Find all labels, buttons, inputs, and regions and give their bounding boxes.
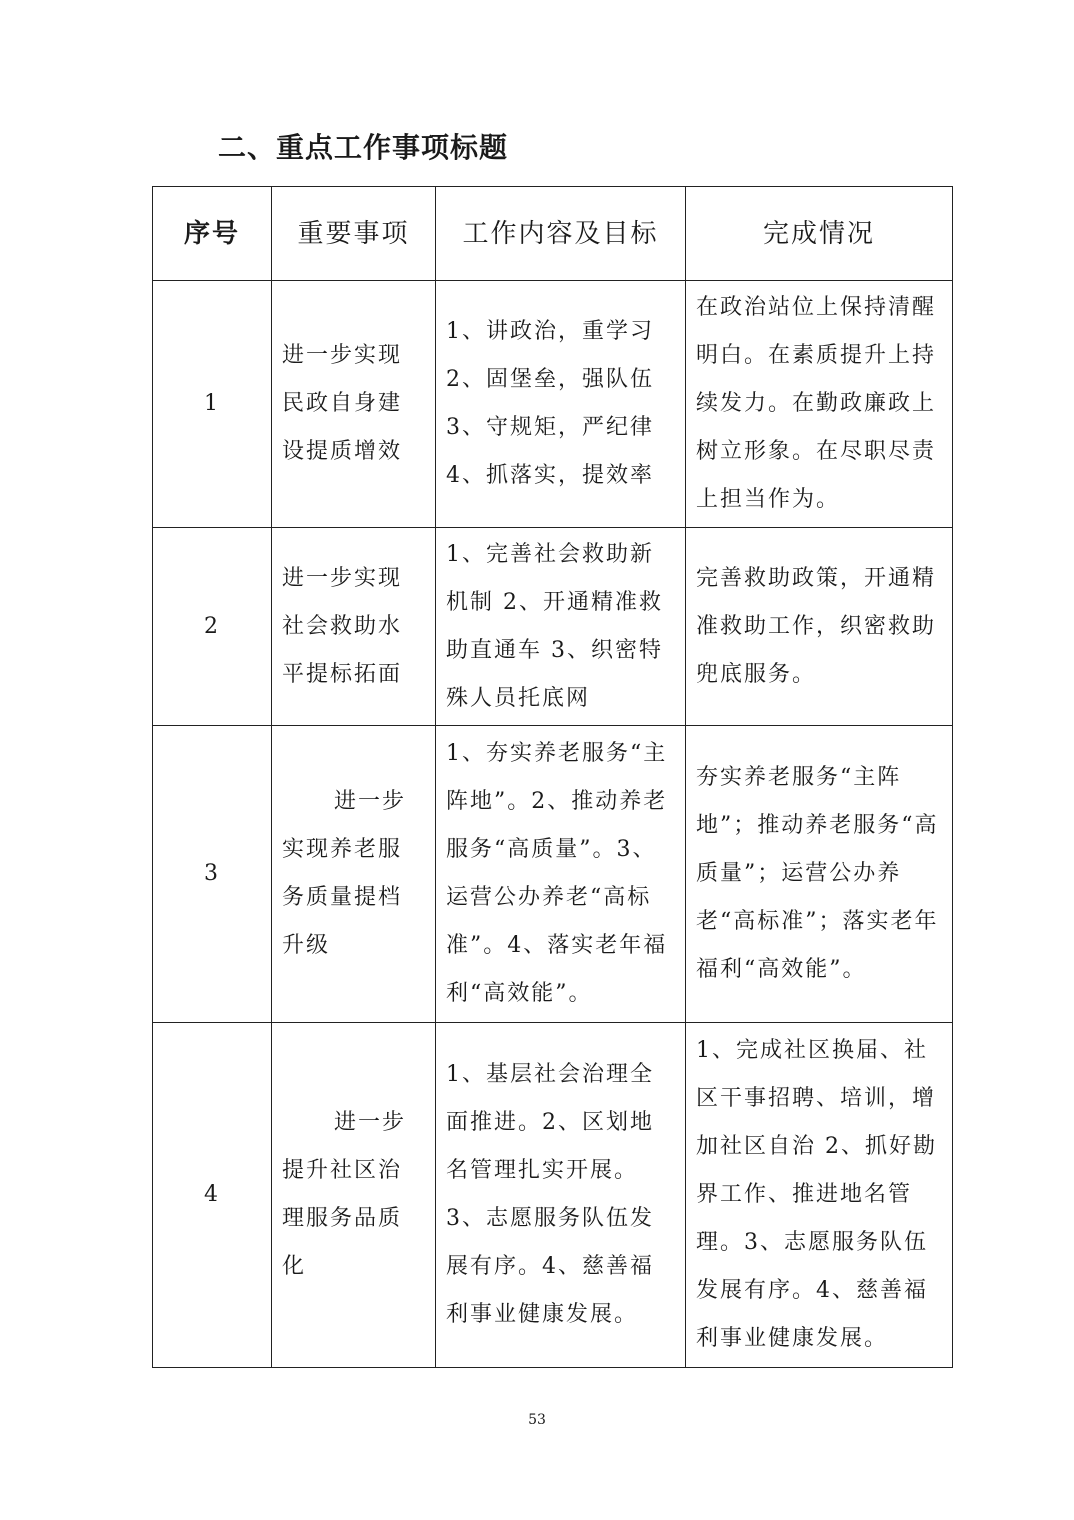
row-work-content: 1、基层社会治理全面推进。2、区划地名管理扎实开展。3、志愿服务队伍发展有序。4、慈善福利事业健康发展。: [436, 1023, 686, 1368]
table-row: [153, 528, 953, 726]
row-work-content: 1、讲政治，重学习 2、固堡垒，强队伍 3、守规矩，严纪律 4、抓落实，提效率: [436, 281, 686, 528]
section-title: 二、重点工作事项标题: [218, 131, 509, 164]
row-completion-status: 夯实养老服务“主阵地”；推动养老服务“高质量”；运营公办养老“高标准”；落实老年福利“高效能”。: [686, 726, 953, 1023]
row-key-matter: 进一步实现民政自身建设提质增效: [272, 281, 436, 528]
row-key-matter: [272, 1023, 436, 1368]
row-serial-number: 3: [153, 726, 272, 1023]
header-key-matter: 重要事项: [272, 187, 436, 281]
row-serial-number: 4: [153, 1023, 272, 1368]
table-row: [153, 1023, 953, 1368]
table-row: [153, 281, 953, 528]
row-work-content: 1、夯实养老服务“主阵地”。2、推动养老服务“高质量”。3、运营公办养老“高标准”。4、落实老年福利“高效能”。: [436, 726, 686, 1023]
page-number: 53: [528, 1412, 546, 1428]
row-key-matter-text: 进一步实现养老服务质量提档升级: [282, 789, 407, 958]
table-row: [153, 726, 953, 1023]
header-serial-number: 序号: [153, 187, 272, 281]
row-serial-number: 1: [153, 281, 272, 528]
row-key-matter-text: 进一步提升社区治理服务品质化: [282, 1110, 407, 1279]
header-work-content: 工作内容及目标: [436, 187, 686, 281]
row-completion-status: 在政治站位上保持清醒明白。在素质提升上持续发力。在勤政廉政上树立形象。在尽职尽责上担当作为。: [686, 281, 953, 528]
table-header-row: [153, 187, 953, 281]
header-completion-status: 完成情况: [686, 187, 953, 281]
row-key-matter: [272, 726, 436, 1023]
row-serial-number: 2: [153, 528, 272, 726]
row-completion-status: 完善救助政策，开通精准救助工作，织密救助兜底服务。: [686, 528, 953, 726]
row-key-matter: 进一步实现社会救助水平提标拓面: [272, 528, 436, 726]
row-completion-status: 1、完成社区换届、社区干事招聘、培训，增加社区自治 2、抓好勘界工作、推进地名管理。3、志愿服务队伍发展有序。4、慈善福利事业健康发展。: [686, 1023, 953, 1368]
key-work-table: [152, 186, 953, 1368]
row-work-content: 1、完善社会救助新机制 2、开通精准救助直通车 3、织密特殊人员托底网: [436, 528, 686, 726]
